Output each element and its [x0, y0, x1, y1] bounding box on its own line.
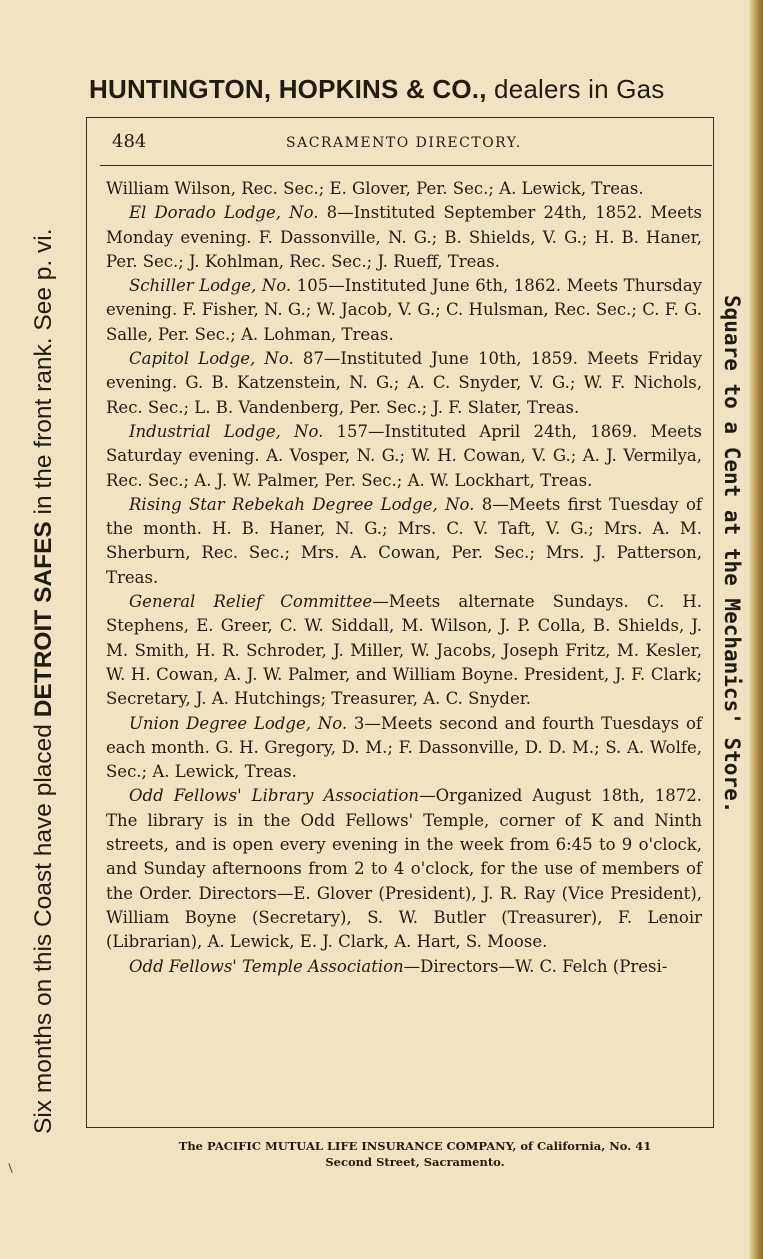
- entry-text: —Meets alternate Sundays. C. H. Stephens, E. Greer, C. W. Siddall, M. Wilson, J. P. Colla, B. Shields, J. M. Smith, H. R. Schroder, J. Miller, W. Jacobs, Joseph Fritz, M. Kesler, W. H. Cowan, A. J. W. Palmer, and William Boyne. President, J. F. Clark; Secretary, J. A. Hutchings; Treasurer, A. C. Snyder.: [106, 592, 702, 709]
- entry-name: Schiller Lodge, No.: [129, 276, 292, 296]
- footer-ad-line1: The PACIFIC MUTUAL LIFE INSURANCE COMPANY, of California, No. 41: [178, 1139, 652, 1153]
- directory-entry: [106, 177, 702, 201]
- entry-name: Capitol Lodge, No.: [129, 349, 294, 369]
- entry-name: Odd Fellows' Library Association: [129, 786, 420, 806]
- directory-entry: [106, 420, 702, 493]
- left-margin-advertisement: [30, 84, 58, 1134]
- entry-name: Industrial Lodge, No.: [129, 421, 324, 441]
- top-advertisement: [89, 74, 729, 105]
- entry-name: Odd Fellows' Temple Association: [129, 956, 404, 976]
- right-margin-advertisement: Square to a Cent at the Mechanics' Store.: [720, 295, 744, 814]
- page-edge: [749, 0, 763, 1259]
- entry-text: 87—Instituted June 10th, 1859. Meets Friday evening. G. B. Katzenstein, N. G.; A. C. Snyder, V. G.; W. F. Nichols, Rec. Sec.; L. B. Vandenberg, Per. Sec.; J. F. Slater, Treas.: [106, 349, 702, 417]
- entry-name: El Dorado Lodge, No.: [129, 203, 319, 223]
- left-ad-brand: DETROIT SAFES: [30, 521, 57, 718]
- directory-entry: [106, 347, 702, 420]
- entry-text: —Organized August 18th, 1872. The library is in the Odd Fellows' Temple, corner of K and Ninth streets, and is open every evening in the week from 6:45 to 9 o'clock, and Sunday afternoons from 2 to 4 o'clock, for the use of members of the Order. Directors—E. Glover (President), J. R. Ray (Vice President), William Boyne (Secretary), S. W. Butler (Treasurer), F. Lenoir (Librarian), A. Lewick, E. J. Clark, A. Hart, S. Moose.: [106, 786, 702, 952]
- entry-text: 8—Instituted September 24th, 1852. Meets Monday evening. F. Dassonville, N. G.; B. Shields, V. G.; H. B. Haner, Per. Sec.; J. Kohlman, Rec. Sec.; J. Rueff, Treas.: [106, 203, 702, 271]
- top-ad-rest: dealers in Gas: [486, 74, 665, 104]
- entry-text: 157—Instituted April 24th, 1869. Meets Saturday evening. A. Vosper, N. G.; W. H. Cowan, V. G.; A. J. Vermilya, Rec. Sec.; A. J. W. Palmer, Per. Sec.; A. W. Lockhart, Treas.: [106, 421, 702, 490]
- header-rule: [100, 165, 712, 166]
- entry-text: 3—Meets second and fourth Tuesdays of each month. G. H. Gregory, D. M.; F. Dassonville, D. D. M.; S. A. Wolfe, Sec.; A. Lewick, Treas.: [106, 713, 702, 782]
- page-number: 484: [112, 131, 147, 152]
- left-ad-part2: in the front rank. See p. vi.: [30, 228, 57, 522]
- running-title: SACRAMENTO DIRECTORY.: [286, 135, 522, 151]
- directory-entry: [106, 955, 702, 979]
- directory-entry: [106, 712, 702, 785]
- directory-entry: [106, 274, 702, 347]
- directory-entry: [106, 590, 702, 711]
- directory-entry: [106, 201, 702, 274]
- footer-advertisement: [95, 1138, 735, 1170]
- entry-name: General Relief Committee: [129, 592, 373, 612]
- entry-text: —Directors—W. C. Felch (Presi-: [403, 956, 668, 976]
- directory-entry: [106, 784, 702, 954]
- directory-entry: [106, 493, 702, 590]
- directory-content: [106, 177, 702, 979]
- entry-text: 8—Meets first Tuesday of the month. H. B. Haner, N. G.; Mrs. C. V. Taft, V. G.; Mrs. A. M. Sherburn, Rec. Sec.; Mrs. A. Cowan, Per. Sec.; Mrs. J. Patterson, Treas.: [106, 494, 702, 587]
- page-header: [112, 131, 707, 157]
- stray-mark: [8, 1163, 12, 1173]
- entry-name: Union Degree Lodge, No.: [129, 713, 348, 733]
- left-ad-part1: Six months on this Coast have placed: [30, 717, 57, 1134]
- top-ad-firm: HUNTINGTON, HOPKINS & CO.,: [89, 74, 487, 104]
- entry-text: William Wilson, Rec. Sec.; E. Glover, Per. Sec.; A. Lewick, Treas.: [106, 179, 644, 198]
- entry-text: 105—Instituted June 6th, 1862. Meets Thursday evening. F. Fisher, N. G.; W. Jacob, V. G.; C. Hulsman, Rec. Sec.; C. F. G. Salle, Per. Sec.; A. Lohman, Treas.: [106, 276, 702, 344]
- footer-ad-line2: Second Street, Sacramento.: [325, 1155, 505, 1169]
- entry-name: Rising Star Rebekah Degree Lodge, No.: [129, 494, 475, 514]
